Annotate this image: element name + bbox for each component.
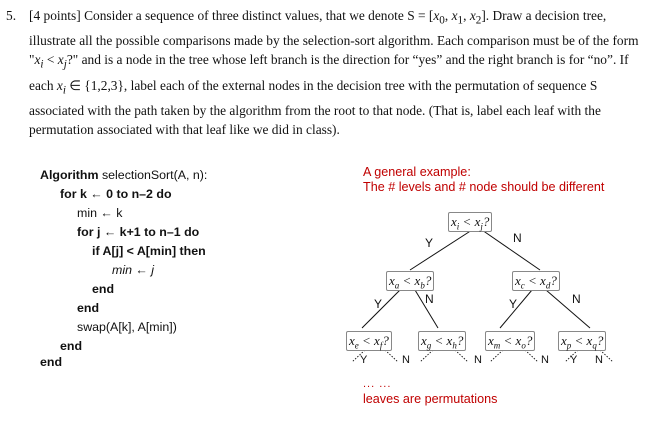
- tree-root-node: $x_i < x_j$?: [448, 212, 492, 232]
- label-right-yes: Y: [509, 297, 518, 311]
- question-text-part-4: ∈ {1,2,3}, label each of the external nodes in the decision tree with the permutation of sequence S associated with the path taken by the algorithm from the root to that node. (That is, label each leaf with the permutation associated with that leaf like we did in class).: [29, 77, 601, 138]
- tree-leaf-node-1: $x_e < x_f$?: [346, 331, 392, 351]
- question-points: [4 points]: [29, 8, 81, 23]
- label-root-yes: Y: [425, 236, 434, 250]
- algorithm-end-outer: end: [60, 339, 83, 353]
- algorithm-end: end: [40, 355, 63, 369]
- question-text-part-2: ]. Draw a decision tree, illustrate all the possible comparisons made by the selection-sort algorithm. Each comparison must be of the form ": [29, 8, 639, 68]
- tree-leaf-node-2: $x_g < x_h$?: [418, 331, 466, 351]
- tree-leaf-node-4: $x_p < x_q$?: [558, 331, 606, 351]
- question-text-part-1: Consider a sequence of three distinct values, that we denote S = [: [84, 8, 434, 23]
- example-dots: ... ...: [363, 378, 392, 390]
- label-left-no: N: [425, 292, 434, 306]
- label-right-no: N: [572, 292, 581, 306]
- label-leaf1-yes: Y: [360, 354, 368, 366]
- algorithm-header: Algorithm selectionSort(A, n):: [40, 168, 208, 182]
- question-text-part-3: ?" and is a node in the tree whose left branch is the direction for “yes” and the right branch is for “no”. If each: [29, 52, 629, 93]
- example-footer: leaves are permutations: [363, 392, 498, 406]
- label-leaf3-no: N: [541, 354, 549, 366]
- algorithm-end-inner: end: [77, 301, 100, 315]
- tree-left-node: $x_a < x_b$?: [386, 271, 434, 291]
- edge-right-leaf4: [546, 290, 590, 328]
- label-leaf4-yes: Y: [570, 354, 578, 366]
- tree-right-node: $x_c < x_d$?: [512, 271, 560, 291]
- question-text: [4 points] Consider a sequence of three distinct values, that we denote $S = [x_0$, $x_1$, $x_2$]. Draw a decision tree, illustrate all the possible comparisons made by the selection-sort algorithm. Each comparison must be of the form "$x_i < x_j$?" and is a node in the tree whose left branch is the direction for “yes” and the right branch is for “no”. If each $x_i$ ∈ {1,2,3}, label each of the external nodes in the decision tree with the permutation of sequence S associated with the path taken by the algorithm from the root to that node. (That is, label each leaf with the permutation associated with that leaf like we did in class).: [29, 8, 639, 138]
- edge-root-right: [482, 230, 540, 270]
- label-leaf4-no: N: [595, 354, 603, 366]
- tree-leaf-node-3: $x_m < x_o$?: [485, 331, 535, 351]
- algorithm-min-update: min ← j: [112, 263, 154, 277]
- algorithm-if-line: if A[j] < A[min] then: [92, 244, 206, 258]
- algorithm-for-outer: for k ← 0 to n–2 do: [60, 187, 172, 201]
- algorithm-min-assign: min ← k: [77, 206, 123, 220]
- example-title: A general example:: [363, 165, 471, 179]
- example-subtitle: The # levels and # node should be different: [363, 180, 605, 194]
- label-root-no: N: [513, 231, 522, 245]
- question-number: 5.: [6, 8, 17, 23]
- algorithm-end-if: end: [92, 282, 115, 296]
- edge-root-left: [410, 230, 472, 270]
- algorithm-swap: swap(A[k], A[min]): [77, 320, 177, 334]
- label-leaf1-no: N: [402, 354, 410, 366]
- algorithm-for-inner: for j ← k+1 to n–1 do: [77, 225, 200, 239]
- label-left-yes: Y: [374, 297, 383, 311]
- label-leaf2-no: N: [474, 354, 482, 366]
